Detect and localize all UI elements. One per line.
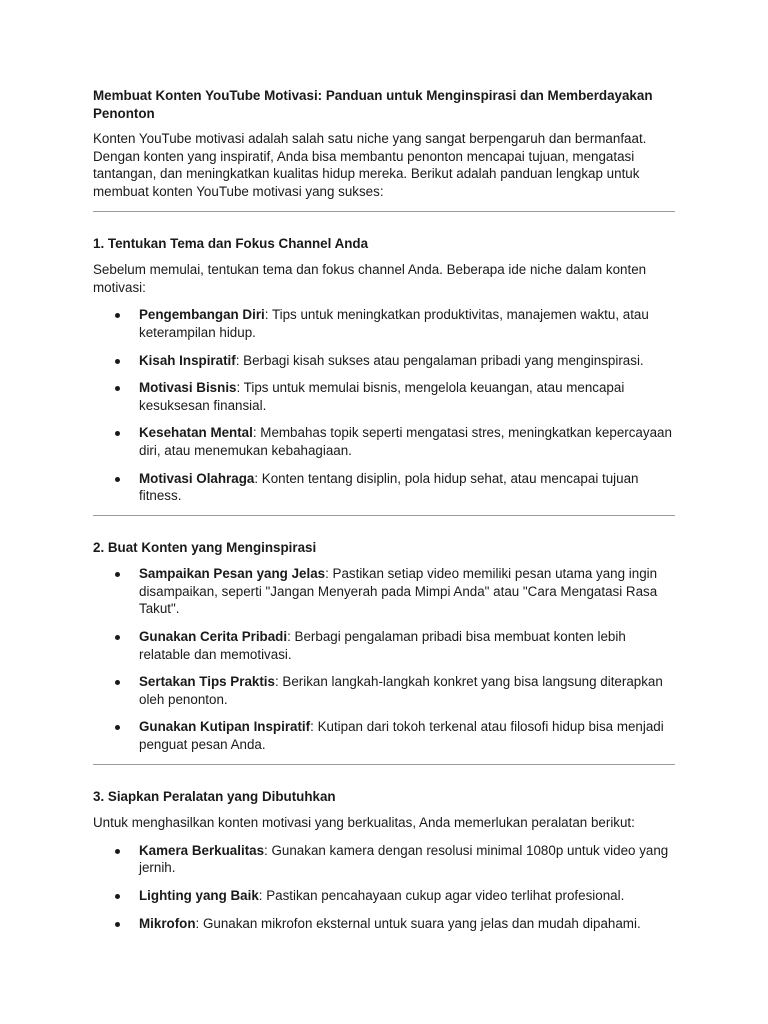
list-item — [93, 915, 675, 933]
bullet-icon — [115, 431, 120, 436]
bullet-list — [93, 306, 675, 504]
bullet-icon — [115, 922, 120, 927]
item-term: Gunakan Kutipan Inspiratif — [139, 719, 311, 735]
item-term: Sampaikan Pesan yang Jelas — [139, 566, 326, 582]
item-term: Lighting yang Baik — [139, 888, 259, 903]
bullet-icon — [115, 572, 120, 577]
bullet-icon — [115, 894, 120, 899]
section-divider — [93, 211, 675, 212]
document-title: Membuat Konten YouTube Motivasi: Panduan untuk Menginspirasi dan Memberdayakan Penonton — [93, 88, 653, 121]
list-item — [93, 887, 675, 905]
section-heading: 3. Siapkan Peralatan yang Dibutuhkan — [93, 788, 336, 804]
list-item — [93, 379, 675, 414]
item-term: Motivasi Olahraga — [139, 470, 255, 486]
bullet-icon — [115, 386, 120, 391]
list-item — [93, 842, 675, 877]
section-lead: Sebelum memulai, tentukan tema dan fokus channel Anda. Beberapa ide niche dalam konten motivasi: — [93, 262, 647, 295]
item-text: : Gunakan kamera dengan resolusi minimal 1080p untuk video yang jernih. — [139, 842, 669, 876]
section-divider — [93, 764, 675, 765]
section-heading: 1. Tentukan Tema dan Fokus Channel Anda — [93, 235, 369, 251]
item-term: Kisah Inspiratif — [139, 352, 236, 368]
bullet-icon — [115, 849, 120, 854]
item-term: Motivasi Bisnis — [139, 380, 237, 396]
item-text: : Membahas topik seperti mengatasi stres, meningkatkan kepercayaan diri, atau menemukan kebahagiaan. — [139, 425, 672, 458]
item-text: : Berikan langkah-langkah konkret yang bisa langsung diterapkan oleh penonton. — [139, 674, 663, 707]
list-item — [93, 424, 675, 459]
item-text: : Tips untuk meningkatkan produktivitas, manajemen waktu, atau keterampilan hidup. — [139, 307, 649, 340]
bullet-icon — [115, 359, 120, 364]
item-term: Mikrofon — [139, 915, 196, 931]
list-item — [93, 565, 675, 618]
item-text: : Tips untuk memulai bisnis, mengelola keuangan, atau mencapai kesuksesan finansial. — [139, 380, 625, 413]
list-item — [93, 352, 675, 370]
bullet-icon — [115, 635, 120, 640]
section-divider — [93, 515, 675, 516]
document-body — [93, 87, 675, 942]
list-item — [93, 470, 675, 505]
item-term: Sertakan Tips Praktis — [139, 674, 275, 690]
bullet-icon — [115, 477, 120, 482]
list-item — [93, 673, 675, 708]
item-term: Kesehatan Mental — [139, 425, 253, 441]
item-text: : Pastikan setiap video memiliki pesan utama yang ingin disampaikan, seperti "Jangan Menyerah pada Mimpi Anda" atau "Cara Mengatasi Rasa Takut". — [139, 566, 658, 617]
bullet-list — [93, 842, 675, 932]
bullet-icon — [115, 680, 120, 685]
item-term: Gunakan Cerita Pribadi — [139, 629, 288, 645]
section-lead: Untuk menghasilkan konten motivasi yang berkualitas, Anda memerlukan peralatan berikut: — [93, 815, 635, 831]
list-item — [93, 306, 675, 341]
bullet-icon — [115, 725, 120, 730]
list-item — [93, 718, 675, 753]
list-item — [93, 628, 675, 663]
section-heading: 2. Buat Konten yang Menginspirasi — [93, 539, 317, 555]
item-text: : Berbagi pengalaman pribadi bisa membuat konten lebih relatable dan memotivasi. — [139, 629, 626, 662]
item-text: : Gunakan mikrofon eksternal untuk suara yang jelas dan mudah dipahami. — [195, 915, 641, 931]
item-term: Pengembangan Diri — [139, 307, 265, 323]
bullet-list — [93, 565, 675, 753]
item-term: Kamera Berkualitas — [139, 842, 265, 858]
item-text: : Konten tentang disiplin, pola hidup sehat, atau mencapai tujuan fitness. — [139, 470, 639, 504]
item-text: : Pastikan pencahayaan cukup agar video terlihat profesional. — [258, 888, 625, 903]
intro-paragraph: Konten YouTube motivasi adalah salah satu niche yang sangat berpengaruh dan bermanfaat. Dengan konten yang inspiratif, Anda bisa membantu penonton mencapai tujuan, mengatasi tantangan, dan meningkatkan kualitas hidup mereka. Berikut adalah panduan lengkap untuk membuat konten YouTube motivasi yang sukses: — [93, 131, 647, 199]
bullet-icon — [115, 313, 120, 318]
item-text: : Kutipan dari tokoh terkenal atau filosofi hidup bisa menjadi penguat pesan Anda. — [139, 719, 664, 753]
item-text: : Berbagi kisah sukses atau pengalaman pribadi yang menginspirasi. — [235, 352, 644, 368]
